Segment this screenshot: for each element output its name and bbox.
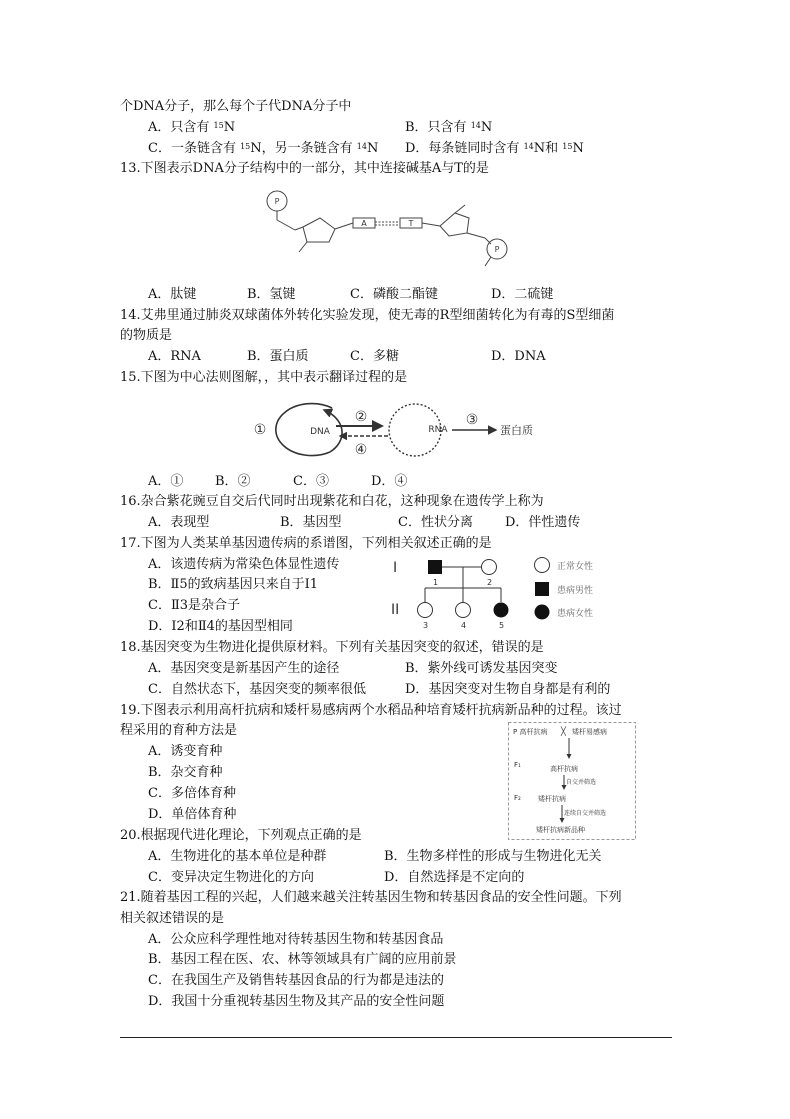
footer-rule xyxy=(120,1037,672,1038)
flow-f1-label: F₁ xyxy=(514,761,521,769)
dna-structure-figure xyxy=(255,180,525,270)
q13-option-c: C．磷酸二酯键 xyxy=(350,287,438,302)
q20-option-b: B．生物多样性的形成与生物进化无关 xyxy=(384,849,602,864)
q12-option-a: A．只含有 $^{15}$N xyxy=(148,120,236,135)
q14-option-b: B．蛋白质 xyxy=(247,349,309,364)
deoxyribose-left xyxy=(303,218,335,242)
pedigree-individual-5 xyxy=(494,603,509,618)
q13-option-d: D．二硫键 xyxy=(491,287,554,302)
q21-option-b: B．基因工程在医、农、林等领域具有广阔的应用前景 xyxy=(148,952,457,967)
label-4: ④ xyxy=(354,442,368,458)
label-ind-1: 1 xyxy=(433,578,439,587)
q18-option-a: A．基因突变是新基因产生的途径 xyxy=(148,661,340,676)
q19-stem-line1: 19.下图表示利用高杆抗病和矮杆易感病两个水稻品种培育矮杆抗病新品种的过程。该过 xyxy=(120,703,622,718)
legend-affected-male-icon xyxy=(535,582,549,596)
q14-option-d: D．DNA xyxy=(491,349,546,364)
label-2: ② xyxy=(354,409,368,425)
q19-option-c: C．多倍体育种 xyxy=(148,786,236,801)
q13-option-b: B．氢键 xyxy=(247,287,296,302)
q15-option-c: C．③ xyxy=(293,474,329,489)
flow-parent-2: 矮杆易感病 xyxy=(572,728,607,736)
label-3: ③ xyxy=(465,412,479,428)
q19-option-a: A．诱变育种 xyxy=(148,744,223,759)
flow-result: 矮杆抗病新品种 xyxy=(536,826,585,834)
q19-stem-line2: 程采用的育种方法是 xyxy=(120,723,238,738)
phosphate-label-right: P xyxy=(494,245,500,254)
flow-f2-label: F₂ xyxy=(514,794,521,802)
q20-option-d: D．自然选择是不定向的 xyxy=(384,870,525,885)
pedigree-individual-3 xyxy=(418,603,433,618)
flow-f1-text: 高杆抗病 xyxy=(550,765,578,773)
legend-normal-female-icon xyxy=(535,558,550,573)
q21-option-a: A．公众应科学理性地对待转基因生物和转基因食品 xyxy=(148,932,444,947)
q16-stem: 16.杂合紫花豌豆自交后代同时出现紫花和白花，这种现象在遗传学上称为 xyxy=(120,494,544,509)
q21-stem-line1: 21.随着基因工程的兴起，人们越来越关注转基因生物和转基因食品的安全性问题。下列 xyxy=(120,890,622,905)
q21-option-c: C．在我国生产及销售转基因食品的行为都是违法的 xyxy=(148,973,444,988)
q15-option-a: A．① xyxy=(148,474,184,489)
pedigree-individual-2 xyxy=(482,560,497,575)
base-t-label: T xyxy=(408,219,414,228)
q16-option-c: C．性状分离 xyxy=(398,515,473,530)
q19-option-b: B．杂交育种 xyxy=(148,765,223,780)
q16-option-b: B．基因型 xyxy=(280,515,342,530)
label-ind-5: 5 xyxy=(499,621,505,630)
flow-step-1: 自交并筛选 xyxy=(566,779,597,786)
dna-label: DNA xyxy=(310,427,330,437)
q17-option-b: B．Ⅱ5的致病基因只来自于Ⅰ1 xyxy=(148,577,319,592)
pedigree-individual-1 xyxy=(428,560,442,574)
q16-option-d: D．伴性遗传 xyxy=(505,515,581,530)
label-ind-3: 3 xyxy=(423,621,429,630)
q21-option-d: D．我国十分重视转基因生物及其产品的安全性问题 xyxy=(148,994,445,1009)
generation-2-label: II xyxy=(391,602,400,618)
central-dogma-figure xyxy=(250,396,550,466)
q18-stem: 18.基因突变为生物进化提供原材料。下列有关基因突变的叙述，错误的是 xyxy=(120,640,544,655)
q12-stem: 个DNA分子，那么每个子代DNA分子中 xyxy=(120,99,352,114)
q12-option-b: B．只含有 $^{14}$N xyxy=(405,120,493,135)
q14-option-a: A．RNA xyxy=(148,349,201,364)
q13-stem: 13.下图表示DNA分子结构中的一部分，其中连接碱基A与T的是 xyxy=(120,161,489,176)
q18-option-d: D．基因突变对生物自身都是有利的 xyxy=(405,682,611,697)
q17-option-c: C．Ⅱ3是杂合子 xyxy=(148,598,241,613)
q14-option-c: C．多糖 xyxy=(350,349,399,364)
q13-option-a: A．肽键 xyxy=(148,287,197,302)
q17-option-a: A．该遗传病为常染色体显性遗传 xyxy=(148,557,340,572)
flow-parent-1: P 高杆抗病 xyxy=(513,728,548,736)
q12-option-d: D．每条链同时含有 $^{14}$N和 $^{15}$N xyxy=(405,141,584,156)
breeding-flow-figure xyxy=(508,722,636,840)
pedigree-individual-4 xyxy=(456,603,471,618)
q20-option-a: A．生物进化的基本单位是种群 xyxy=(148,849,327,864)
q15-option-d: D．④ xyxy=(371,474,408,489)
q15-option-b: B．② xyxy=(215,474,251,489)
pedigree-figure xyxy=(385,552,645,632)
q17-option-d: D．Ⅰ2和Ⅱ4的基因型相同 xyxy=(148,619,293,634)
q21-stem-line2: 相关叙述错误的是 xyxy=(120,911,225,926)
deoxyribose-right xyxy=(440,213,469,236)
legend-affected-female: 患病女性 xyxy=(557,609,594,619)
legend-affected-female-icon xyxy=(535,605,550,620)
generation-1-label: I xyxy=(393,560,398,576)
legend-normal-female: 正常女性 xyxy=(557,562,594,572)
rna-label: RNA xyxy=(428,425,448,435)
q19-option-d: D．单倍体育种 xyxy=(148,807,237,822)
q20-option-c: C．变异决定生物进化的方向 xyxy=(148,870,314,885)
flow-f2-text: 矮杆抗病 xyxy=(538,795,566,803)
flow-cross-symbol: ╳ xyxy=(561,727,566,736)
q17-stem: 17.下图为人类某单基因遗传病的系谱图，下列相关叙述正确的是 xyxy=(120,536,492,551)
legend-affected-male: 患病男性 xyxy=(557,586,594,596)
label-1: ① xyxy=(253,422,267,438)
q18-option-b: B．紫外线可诱发基因突变 xyxy=(405,661,558,676)
label-ind-2: 2 xyxy=(487,578,493,587)
q14-stem-line2: 的物质是 xyxy=(120,328,173,343)
q20-stem: 20.根据现代进化理论，下列观点正确的是 xyxy=(120,828,362,843)
protein-label: 蛋白质 xyxy=(500,424,533,437)
q15-stem: 15.下图为中心法则图解，，其中表示翻译过程的是 xyxy=(120,370,408,385)
phosphate-label-left: P xyxy=(274,197,280,206)
label-ind-4: 4 xyxy=(461,621,467,630)
q12-option-c: C．一条链含有 $^{15}$N，另一条链含有 $^{14}$N xyxy=(148,141,379,156)
flow-step-2: 连续自交并筛选 xyxy=(564,810,607,817)
q14-stem-line1: 14.艾弗里通过肺炎双球菌体外转化实验发现，使无毒的R型细菌转化为有毒的S型细菌 xyxy=(120,308,615,323)
base-a-label: A xyxy=(361,219,367,228)
q18-option-c: C．自然状态下，基因突变的频率很低 xyxy=(148,682,366,697)
q16-option-a: A．表现型 xyxy=(148,515,210,530)
